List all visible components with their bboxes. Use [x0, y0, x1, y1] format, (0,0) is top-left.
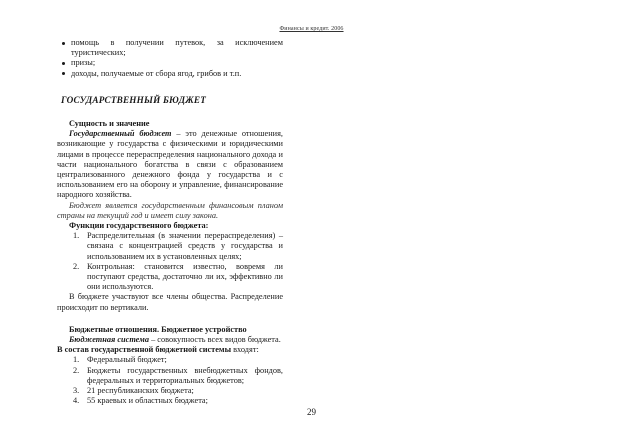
- item-number: 1.: [73, 231, 80, 241]
- composition-rest: входят:: [231, 345, 259, 355]
- definition-text: – совокупность всех видов бюджета.: [149, 335, 281, 345]
- item-number: 1.: [73, 355, 80, 365]
- page-number: 29: [307, 407, 316, 417]
- numbered-item: [57, 262, 283, 293]
- section-title: ГОСУДАРСТВЕННЫЙ БЮДЖЕТ: [61, 94, 207, 105]
- bullet-text: призы;: [71, 58, 96, 68]
- subheading-relations: Бюджетные отношения. Бюджетное устройство: [69, 324, 247, 334]
- budget-system-definition: [57, 335, 283, 345]
- item-text: 21 республиканских бюджета;: [87, 386, 194, 396]
- composition-line: [57, 345, 283, 355]
- item-text: Распределительная (в значении перераспределения) – связана с концентрацией средств у государства и использованием их в установленных целях;: [87, 231, 283, 261]
- page-content: [57, 38, 283, 407]
- composition-bold: В состав государственной бюджетной системы: [57, 345, 232, 355]
- item-number: 2.: [73, 261, 80, 271]
- participants-paragraph: В бюджете участвуют все члены общества. Распределение происходит по вертикали.: [57, 292, 283, 312]
- subheading-essence: Сущность и значение: [69, 119, 150, 129]
- numbered-item: [57, 386, 283, 396]
- bullet-text: доходы, получаемые от сбора ягод, грибов и т.п.: [71, 68, 242, 78]
- item-number: 2.: [73, 365, 80, 375]
- bullet-item: [57, 58, 283, 68]
- bullet-dot-icon: [62, 42, 65, 45]
- bullet-dot-icon: [62, 62, 65, 65]
- bullet-text: помощь в получении путевок, за исключением туристических;: [71, 38, 283, 58]
- defined-term: Государственный бюджет: [69, 129, 172, 139]
- bullet-item: [57, 69, 283, 79]
- item-number: 3.: [73, 386, 80, 396]
- italic-note: Бюджет является государственным финансовым планом страны на текущий год и имеет силу закона.: [57, 200, 283, 220]
- functions-heading: Функции государственного бюджета:: [69, 221, 209, 231]
- bullet-dot-icon: [62, 72, 65, 75]
- item-text: 55 краевых и областных бюджета;: [87, 396, 208, 406]
- definition-text: – это денежные отношения, возникающие у государства с физическими и юридическими лицами в процессе перераспределения национального дохода и части национального богатства в связи с образованием централизованного денежного фонда у государства и с использованием его на оборону и управление, финансирование народного хозяйства.: [57, 129, 283, 200]
- running-header: Финансы и кредит. 2006: [279, 26, 344, 32]
- definition-paragraph: [57, 129, 283, 200]
- defined-term: Бюджетная система: [69, 335, 149, 345]
- item-text: Федеральный бюджет;: [87, 355, 167, 365]
- numbered-item: [57, 366, 283, 386]
- item-text: Бюджеты государственных внебюджетных фондов, федеральных и территориальных бюджетов;: [87, 365, 283, 385]
- item-text: Контрольная: становится известно, вовремя ли поступают средства, достаточно ли их, эффективно ли они используются.: [87, 261, 283, 292]
- item-number: 4.: [73, 396, 80, 406]
- numbered-item: [57, 396, 283, 406]
- numbered-item: [57, 355, 283, 365]
- numbered-item: [57, 231, 283, 262]
- bullet-item: [57, 38, 283, 58]
